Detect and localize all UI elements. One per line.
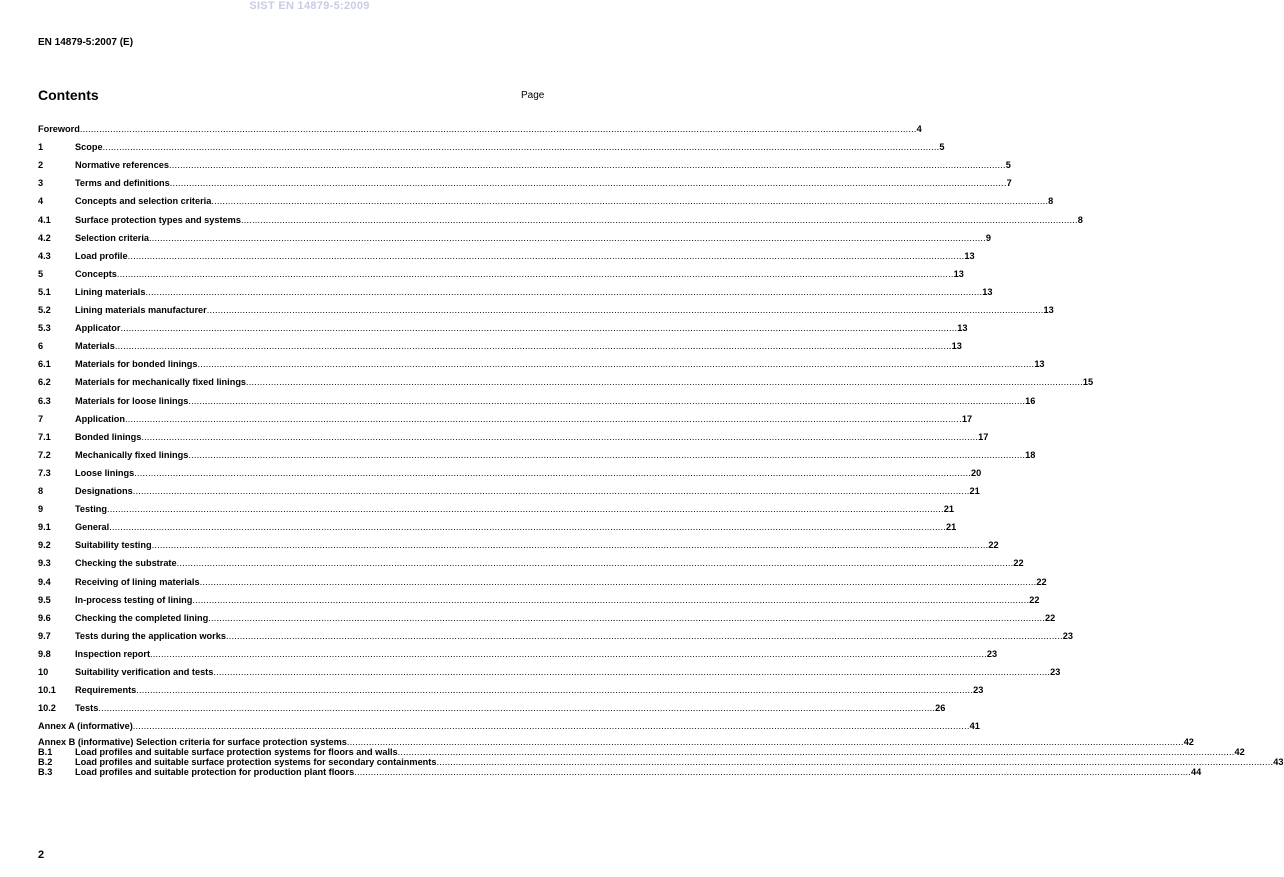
toc-entry-title: Concepts — [75, 268, 117, 279]
dot-leader — [107, 504, 944, 514]
toc-entry-number: 9.2 — [38, 540, 51, 551]
dot-leader — [207, 305, 1044, 315]
toc-entry[interactable] — [38, 667, 1061, 677]
toc-entry[interactable] — [38, 323, 968, 334]
document-id: EN 14879-5:2007 (E) — [38, 37, 134, 48]
toc-entry-page: 13 — [964, 250, 975, 261]
dot-leader — [354, 767, 1191, 777]
toc-entry-title: Checking the completed lining — [75, 612, 209, 623]
toc-entry-page: 9 — [985, 232, 991, 243]
dot-leader — [177, 558, 1014, 568]
toc-entry-page: 4 — [916, 124, 922, 134]
toc-entry-title: Annex B (informative) Selection criteria for surface protection systems — [38, 736, 347, 747]
toc-entry-number: B.3 — [38, 767, 53, 778]
page-column-label: Page — [521, 90, 545, 101]
toc-entry-number: 9.6 — [38, 612, 51, 623]
toc-entry-page: 23 — [973, 685, 984, 696]
toc-entry-page: 18 — [1025, 449, 1036, 460]
toc-entry-title: Receiving of lining materials — [75, 576, 200, 587]
dot-leader — [241, 215, 1078, 225]
toc-entry[interactable] — [38, 522, 957, 533]
toc-entry-title: Checking the substrate — [75, 558, 177, 569]
toc-entry-number: 9.3 — [38, 558, 51, 569]
toc-entry[interactable] — [38, 736, 1194, 747]
toc-entry[interactable] — [38, 630, 1073, 641]
toc-entry-page: 13 — [982, 286, 993, 297]
toc-entry-title: Materials — [75, 341, 115, 352]
dot-leader — [198, 359, 1035, 369]
toc-entry-page: 21 — [969, 486, 980, 496]
dot-leader — [150, 649, 987, 659]
toc-entry-number: 9.8 — [38, 648, 51, 659]
toc-entry-page: 42 — [1183, 736, 1194, 747]
dot-leader — [141, 432, 978, 442]
toc-entry[interactable] — [38, 467, 982, 478]
dot-leader — [125, 414, 962, 424]
toc-entry-page: 23 — [986, 648, 998, 659]
dot-leader — [136, 685, 973, 695]
toc-entry[interactable] — [38, 232, 991, 243]
toc-entry[interactable] — [38, 685, 984, 696]
dot-leader — [200, 577, 1037, 587]
toc-entry[interactable] — [38, 504, 955, 515]
toc-entry-title: Annex A (informative) — [38, 721, 133, 732]
toc-entry[interactable] — [38, 721, 980, 732]
toc-entry-title: Lining materials — [75, 286, 146, 297]
toc-entry-page: 16 — [1025, 395, 1036, 406]
toc-entry-page: 22 — [1045, 612, 1056, 623]
toc-entry[interactable] — [38, 431, 989, 442]
dot-leader — [133, 486, 970, 496]
toc-entry-page: 43 — [1273, 757, 1284, 768]
toc-entry-number: 6.1 — [38, 359, 51, 370]
dot-leader — [347, 737, 1184, 747]
toc-entry-number: 6.2 — [38, 377, 51, 388]
toc-entry-number: 5.3 — [38, 323, 51, 334]
toc-entry-title: Applicator — [75, 323, 121, 334]
toc-entry-number: 4.1 — [38, 214, 51, 225]
toc-entry[interactable] — [38, 413, 973, 424]
toc-entry-title: Inspection report — [75, 648, 151, 659]
dot-leader — [211, 196, 1048, 206]
dot-leader — [128, 251, 965, 261]
toc-entry-page: 44 — [1191, 767, 1202, 778]
toc-entry-number: 9.7 — [38, 630, 51, 641]
toc-entry-page: 42 — [1234, 746, 1245, 757]
dot-leader — [134, 468, 971, 478]
toc-entry-page: 13 — [957, 323, 968, 334]
toc-entry[interactable] — [38, 124, 922, 134]
toc-entry[interactable] — [38, 214, 1083, 225]
toc-entry-title: General — [75, 522, 110, 533]
toc-entry-title: Foreword — [38, 124, 80, 134]
dot-leader — [188, 396, 1025, 406]
toc-entry-page: 20 — [971, 467, 982, 478]
toc-entry-title: Load profiles and suitable surface protection systems for secondary containments — [75, 757, 437, 768]
toc-entry-number: 10 — [38, 667, 49, 677]
toc-entry[interactable] — [38, 142, 945, 153]
toc-entry-title: Selection criteria — [75, 232, 150, 243]
toc-entry[interactable] — [38, 757, 1284, 768]
dot-leader — [103, 142, 940, 152]
toc-entry-page: 23 — [1050, 667, 1061, 677]
toc-entry[interactable] — [38, 594, 1040, 605]
toc-entry[interactable] — [38, 395, 1036, 406]
dot-leader — [170, 178, 1007, 188]
toc-entry-number: 5.1 — [38, 286, 51, 297]
toc-entry-title: Tests — [75, 703, 99, 714]
toc-entry[interactable] — [38, 767, 1202, 778]
toc-entry-number: 1 — [38, 142, 44, 153]
dot-leader — [226, 631, 1063, 641]
toc-entry-page: 8 — [1048, 196, 1054, 207]
toc-entry-page: 21 — [946, 522, 957, 533]
toc-entry[interactable] — [38, 612, 1056, 623]
toc-entry-number: 9.1 — [38, 522, 51, 533]
toc-entry-title: Concepts and selection criteria — [75, 196, 212, 207]
dot-leader — [398, 747, 1235, 757]
toc-entry-number: 2 — [38, 160, 44, 171]
toc-entry-title: Suitability verification and tests — [75, 667, 214, 677]
toc-entry[interactable] — [38, 178, 1012, 189]
dot-leader — [120, 323, 957, 333]
toc-entry-number: 4.2 — [38, 232, 51, 243]
toc-entry-title: Load profiles and suitable protection for production plant floors — [75, 767, 355, 778]
toc-entry-page: 26 — [935, 703, 946, 714]
toc-entry-page: 7 — [1006, 178, 1012, 189]
toc-entry-number: 4 — [38, 196, 44, 207]
dot-leader — [117, 269, 954, 279]
toc-entry-page: 22 — [1029, 594, 1040, 605]
toc-entry[interactable] — [38, 558, 1024, 569]
toc-entry[interactable] — [38, 268, 964, 279]
dot-leader — [115, 341, 952, 351]
toc-entry-number: B.1 — [38, 746, 53, 757]
toc-entry-page: 8 — [1077, 214, 1083, 225]
toc-entry-page: 5 — [939, 142, 945, 153]
dot-leader — [208, 613, 1045, 623]
toc-entry[interactable] — [38, 576, 1047, 587]
toc-entry-title: Materials for mechanically fixed linings — [75, 377, 247, 388]
toc-entry[interactable] — [38, 377, 1094, 388]
toc-entry[interactable] — [38, 648, 998, 659]
toc-entry-page: 17 — [961, 413, 973, 424]
dot-leader — [149, 233, 986, 243]
toc-entry-title: Mechanically fixed linings — [75, 449, 189, 460]
toc-entry-title: Testing — [75, 504, 107, 515]
toc-entry-number: 10.2 — [38, 703, 56, 714]
dot-leader — [213, 667, 1050, 677]
dot-leader — [109, 522, 946, 532]
toc-entry-number: 9.4 — [38, 576, 51, 587]
toc-entry-title: Lining materials manufacturer — [75, 305, 207, 315]
toc-entry[interactable] — [38, 486, 980, 496]
dot-leader — [188, 450, 1025, 460]
toc-entry-title: Application — [75, 413, 126, 424]
toc-entry-title: Tests during the application works — [75, 630, 226, 641]
toc-entry-number: 4.3 — [38, 250, 51, 261]
toc-entry-number: 3 — [38, 178, 44, 189]
dot-leader — [98, 703, 935, 713]
toc-entry-number: 9 — [38, 504, 44, 515]
toc-entry-page: 13 — [953, 268, 964, 279]
dot-leader — [80, 124, 917, 134]
dot-leader — [436, 757, 1273, 767]
toc-entry-title: Requirements — [75, 685, 137, 696]
page-number: 2 — [38, 849, 45, 861]
toc-entry-title: Surface protection types and systems — [75, 214, 241, 225]
toc-entry-title: Bonded linings — [75, 431, 142, 442]
toc-entry-title: Suitability testing — [75, 540, 152, 551]
toc-entry[interactable] — [38, 359, 1045, 370]
dot-leader — [246, 377, 1083, 387]
toc-entry-page: 21 — [943, 504, 955, 515]
toc-entry-number: 7 — [38, 413, 44, 424]
toc-entry[interactable] — [38, 703, 946, 714]
toc-entry[interactable] — [38, 250, 975, 261]
toc-entry[interactable] — [38, 449, 1036, 460]
toc-entry-page: 13 — [1034, 359, 1045, 370]
dot-leader — [145, 287, 982, 297]
contents-heading: Contents — [38, 87, 99, 103]
toc-entry-page: 15 — [1082, 377, 1094, 388]
toc-entry-number: 7.3 — [38, 467, 51, 478]
watermark: SIST EN 14879-5:2009 — [249, 0, 370, 12]
dot-leader — [133, 721, 970, 731]
toc-entry-page: 22 — [1013, 558, 1024, 569]
toc-entry[interactable] — [38, 286, 993, 297]
toc-entry-number: 9.5 — [38, 594, 51, 605]
dot-leader — [169, 160, 1006, 170]
toc-entry-title: Scope — [75, 142, 103, 153]
toc-entry[interactable] — [38, 540, 999, 551]
toc-entry-title: Terms and definitions — [75, 178, 170, 189]
toc-entry-title: In-process testing of lining — [75, 594, 193, 605]
toc-entry-title: Loose linings — [75, 467, 135, 478]
toc-entry-title: Materials for loose linings — [75, 395, 189, 406]
toc-entry-number: 5.2 — [38, 305, 51, 315]
toc-entry-title: Designations — [75, 486, 133, 496]
toc-entry-number: 5 — [38, 268, 44, 279]
toc-entry-page: 22 — [1036, 576, 1047, 587]
toc-entry-page: 23 — [1062, 630, 1073, 641]
toc-entry-number: 6.3 — [38, 395, 51, 406]
toc-entry-number: 6 — [38, 341, 44, 352]
toc-entry[interactable] — [38, 341, 962, 352]
toc-entry-page: 5 — [1005, 160, 1011, 171]
toc-entry-number: 7.2 — [38, 449, 51, 460]
dot-leader — [192, 595, 1029, 605]
toc-entry-number: 10.1 — [38, 685, 56, 696]
toc-entry[interactable] — [38, 160, 1011, 171]
toc-entry-page: 17 — [978, 431, 989, 442]
toc-entry[interactable] — [38, 196, 1054, 207]
toc-entry-page: 41 — [969, 721, 980, 732]
toc-entry[interactable] — [38, 746, 1245, 757]
toc-entry-page: 13 — [951, 341, 962, 352]
toc-entry-title: Normative references — [75, 160, 169, 171]
toc-entry-title: Materials for bonded linings — [75, 359, 198, 370]
toc-entry-number: 7.1 — [38, 431, 51, 442]
dot-leader — [152, 540, 989, 550]
toc-entry-page: 13 — [1043, 305, 1054, 315]
toc-entry-title: Load profile — [75, 250, 128, 261]
toc-entry-number: 8 — [38, 486, 44, 496]
toc-entry-number: B.2 — [38, 757, 53, 768]
toc-entry[interactable] — [38, 305, 1054, 315]
toc-entry-page: 22 — [988, 540, 999, 551]
toc-entry-title: Load profiles and suitable surface protection systems for floors and walls — [75, 746, 398, 757]
